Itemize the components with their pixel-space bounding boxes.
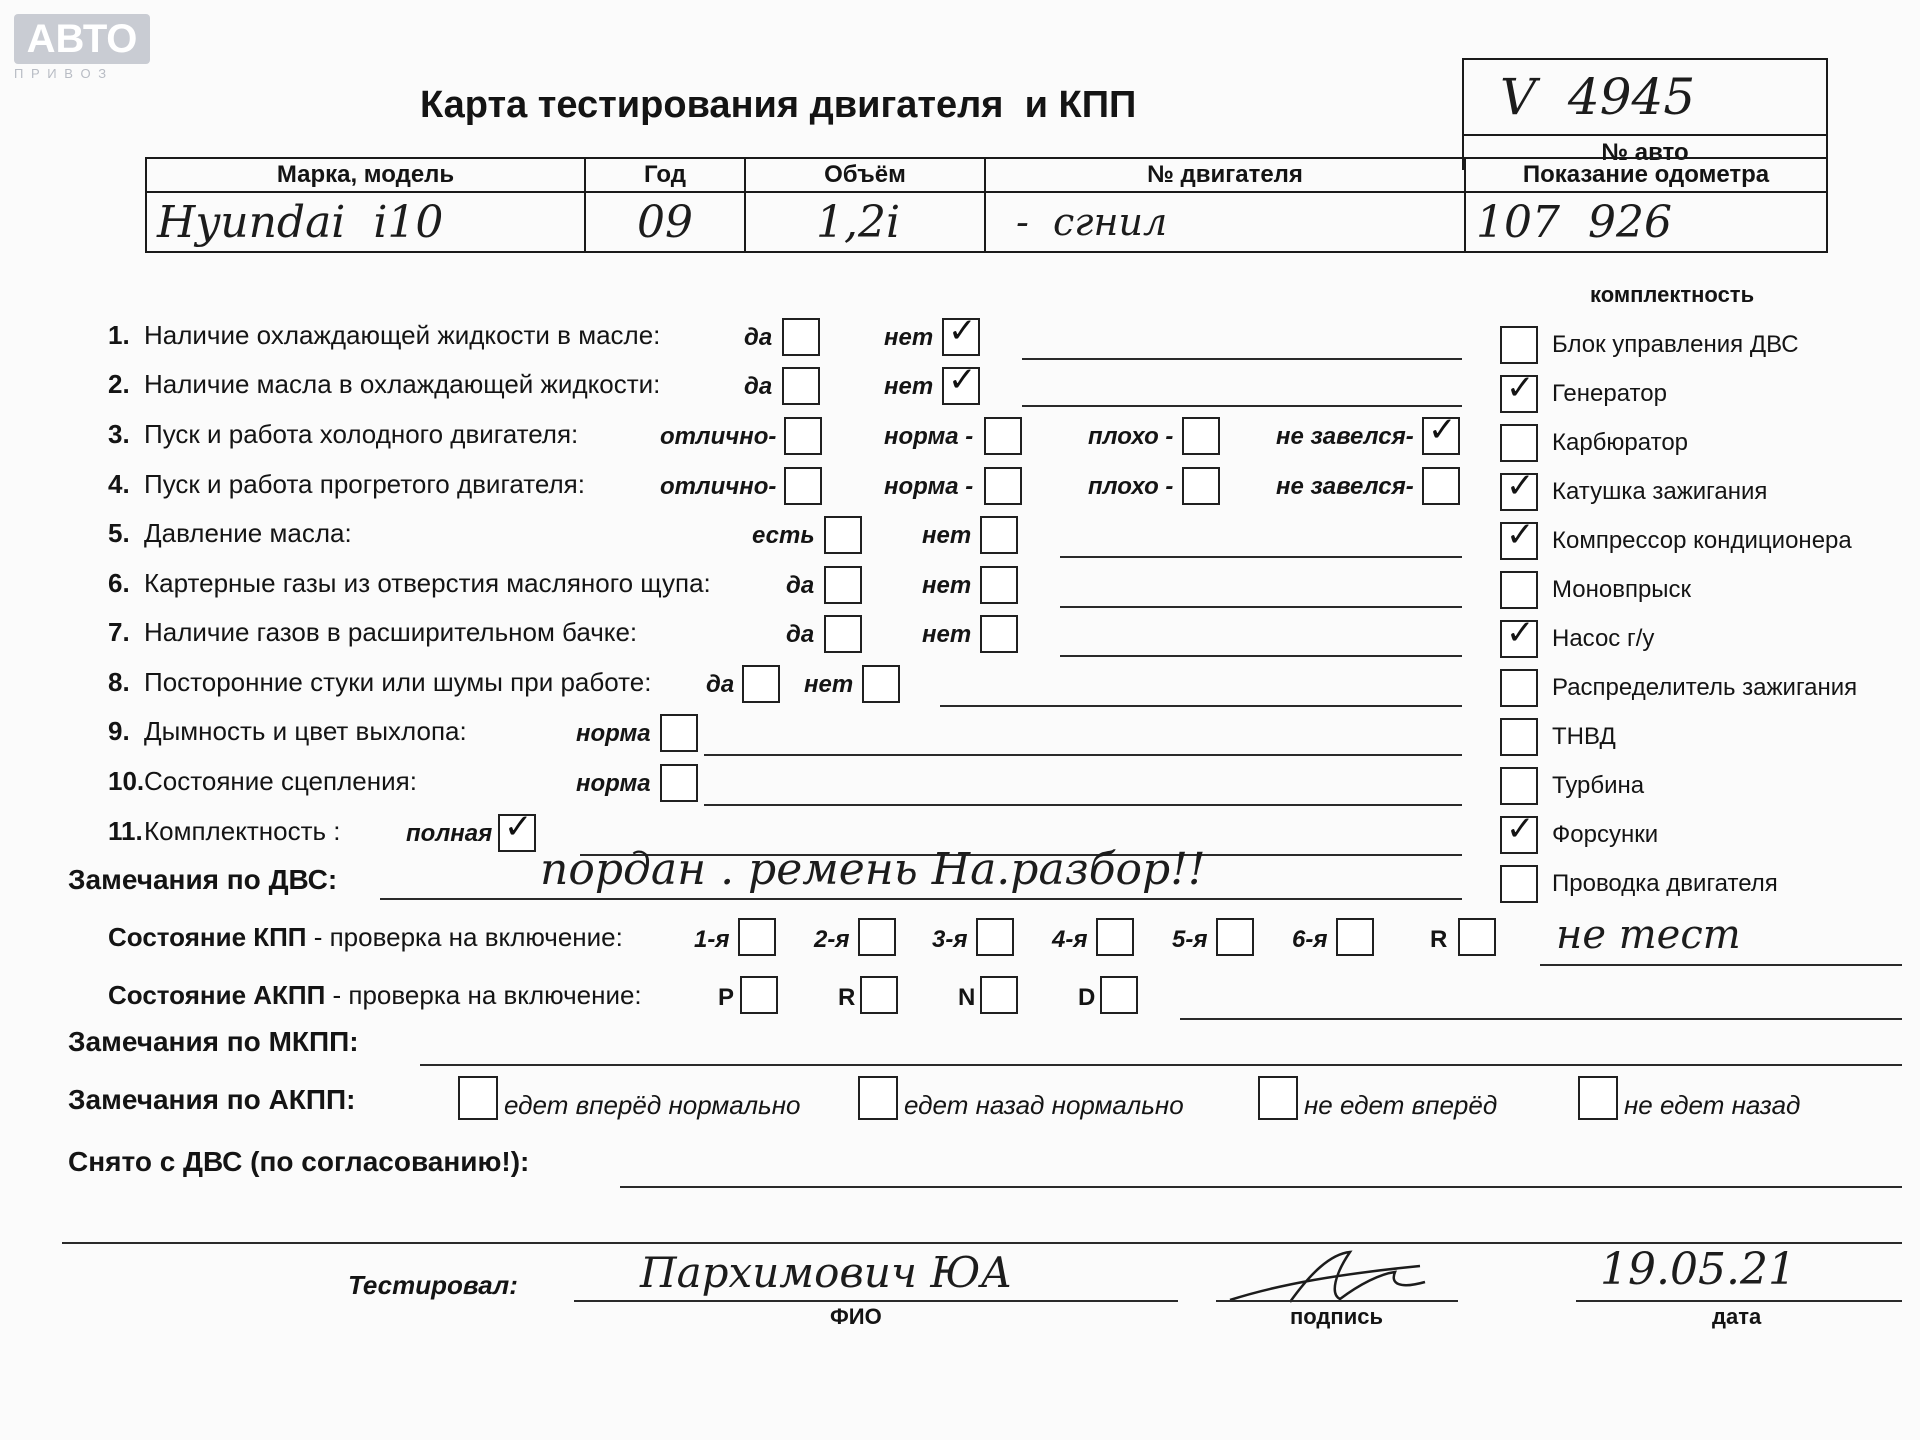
car-number-label: № авто [1462, 134, 1828, 170]
completeness-checkbox[interactable] [1500, 368, 1538, 413]
akpp-d-label: D [1078, 984, 1096, 1011]
completeness-label: Генератор [1552, 380, 1667, 407]
akpp-p-checkbox[interactable] [740, 976, 778, 1014]
q4-bad-label: плохо - [1088, 473, 1174, 500]
kpp-gear-r-label: R [1430, 926, 1448, 953]
col-engine-no: № двигателя [985, 158, 1465, 192]
akpp-backward-ok-checkbox[interactable] [858, 1076, 898, 1120]
question-10: 10.Состояние сцепления: [108, 766, 417, 796]
question-5: 5. Давление масла: [108, 518, 352, 548]
name-caption: ФИО [830, 1304, 882, 1329]
completeness-checkbox[interactable] [1500, 613, 1538, 658]
value-volume: 1,2i [745, 192, 985, 252]
akpp-forward-ok-checkbox[interactable] [458, 1076, 498, 1120]
check-mark-icon: ✓ [1506, 809, 1535, 849]
q8-no-label: нет [804, 671, 854, 698]
remarks-mkpp-line[interactable] [420, 1064, 1902, 1066]
kpp-gear-2-checkbox[interactable] [858, 918, 896, 956]
kpp-gear-5-label: 5-я [1172, 926, 1208, 953]
completeness-checkbox[interactable] [1500, 466, 1538, 511]
q11-full-checkbox[interactable] [498, 807, 536, 852]
logo-main: АВТО [14, 14, 150, 64]
completeness-label: Моновпрыск [1552, 576, 1692, 603]
q3-excellent-checkbox[interactable] [784, 417, 822, 455]
completeness-checkbox[interactable] [1500, 767, 1538, 805]
kpp-notes-line[interactable] [1540, 964, 1902, 966]
signature-caption: подпись [1290, 1304, 1383, 1329]
completeness-checkbox[interactable] [1500, 571, 1538, 609]
q5-exists-label: есть [752, 522, 815, 549]
q6-yes-label: да [786, 572, 815, 599]
akpp-notes-line[interactable] [1180, 1018, 1902, 1020]
kpp-gear-2-label: 2-я [814, 926, 850, 953]
q7-yes-checkbox[interactable] [824, 615, 862, 653]
check-mark-icon: ✓ [948, 360, 977, 400]
q9-normal-checkbox[interactable] [660, 714, 698, 752]
check-mark-icon: ✓ [504, 807, 533, 847]
question-6: 6. Картерные газы из отверстия масляного щупа: [108, 568, 711, 598]
check-mark-icon: ✓ [1506, 368, 1535, 408]
value-year: 09 [585, 192, 745, 252]
q1-no-checkbox[interactable] [942, 311, 980, 356]
remarks-dvs-line[interactable] [380, 898, 1462, 900]
q4-normal-checkbox[interactable] [984, 467, 1022, 505]
completeness-checkbox[interactable] [1500, 326, 1538, 364]
value-odometer: 107 926 [1465, 192, 1827, 252]
kpp-label: Состояние КПП - проверка на включение: [108, 922, 623, 952]
q5-no-checkbox[interactable] [980, 516, 1018, 554]
check-mark-icon: ✓ [1506, 515, 1535, 555]
completeness-label: Катушка зажигания [1552, 478, 1768, 505]
question-1: 1. Наличие охлаждающей жидкости в масле: [108, 320, 661, 350]
q6-yes-checkbox[interactable] [824, 566, 862, 604]
signature-line[interactable] [1216, 1300, 1458, 1302]
completeness-label: Компрессор кондиционера [1552, 527, 1852, 554]
q10-normal-label: норма [576, 770, 651, 797]
remarks-dvs-value: пордан . ремень На.разбор!! [540, 844, 1206, 895]
completeness-checkbox[interactable] [1500, 515, 1538, 560]
q3-normal-checkbox[interactable] [984, 417, 1022, 455]
akpp-no-forward-label: не едет вперёд [1304, 1090, 1498, 1120]
q9-normal-label: норма [576, 720, 651, 747]
q8-yes-label: да [706, 671, 735, 698]
question-7: 7. Наличие газов в расширительном бачке: [108, 617, 638, 647]
removed-line[interactable] [620, 1186, 1902, 1188]
q2-no-label: нет [884, 373, 934, 400]
kpp-gear-3-checkbox[interactable] [976, 918, 1014, 956]
q1-notes-line[interactable] [1022, 358, 1462, 360]
question-4: 4. Пуск и работа прогретого двигателя: [108, 469, 585, 499]
check-mark-icon: ✓ [948, 311, 977, 351]
q3-not-started-label: не завелся- [1276, 423, 1414, 450]
q5-notes-line[interactable] [1060, 556, 1462, 558]
kpp-gear-6-label: 6-я [1292, 926, 1328, 953]
akpp-backward-ok-label: едет назад нормально [904, 1090, 1184, 1120]
q8-notes-line[interactable] [940, 705, 1462, 707]
q3-excellent-label: отлично- [660, 423, 777, 450]
completeness-label: Турбина [1552, 772, 1645, 799]
kpp-gear-3-label: 3-я [932, 926, 968, 953]
q10-normal-checkbox[interactable] [660, 764, 698, 802]
date-caption: дата [1712, 1304, 1762, 1329]
remarks-mkpp-label: Замечания по МКПП: [68, 1026, 359, 1057]
name-line[interactable] [574, 1300, 1178, 1302]
q4-normal-label: норма - [884, 473, 974, 500]
q1-no-label: нет [884, 324, 934, 351]
logo [14, 14, 150, 81]
car-number-value: V 4945 [1500, 68, 1696, 126]
akpp-n-checkbox[interactable] [980, 976, 1018, 1014]
q4-bad-checkbox[interactable] [1182, 467, 1220, 505]
q6-no-checkbox[interactable] [980, 566, 1018, 604]
check-mark-icon: ✓ [1506, 466, 1535, 506]
akpp-no-forward-checkbox[interactable] [1258, 1076, 1298, 1120]
akpp-label: Состояние АКПП - проверка на включение: [108, 980, 642, 1010]
remarks-dvs-label: Замечания по ДВС: [68, 864, 338, 895]
q1-yes-label: да [744, 324, 773, 351]
q3-bad-label: плохо - [1088, 423, 1174, 450]
check-mark-icon: ✓ [1506, 613, 1535, 653]
completeness-label: Блок управления ДВС [1552, 331, 1799, 358]
question-2: 2. Наличие масла в охлаждающей жидкости: [108, 369, 661, 399]
kpp-gear-4-label: 4-я [1052, 926, 1088, 953]
q2-yes-checkbox[interactable] [782, 367, 820, 405]
completeness-heading: комплектность [1590, 282, 1755, 307]
q3-normal-label: норма - [884, 423, 974, 450]
q2-no-checkbox[interactable] [942, 360, 980, 405]
question-3: 3. Пуск и работа холодного двигателя: [108, 419, 579, 449]
completeness-label: Форсунки [1552, 821, 1659, 848]
check-mark-icon: ✓ [1428, 410, 1457, 450]
q10-notes-line[interactable] [704, 804, 1462, 806]
kpp-gear-1-label: 1-я [694, 926, 730, 953]
test-date: 19.05.21 [1600, 1244, 1796, 1295]
q8-yes-checkbox[interactable] [742, 665, 780, 703]
question-9: 9. Дымность и цвет выхлопа: [108, 716, 467, 746]
q9-notes-line[interactable] [704, 754, 1462, 756]
completeness-checkbox[interactable] [1500, 718, 1538, 756]
kpp-gear-5-checkbox[interactable] [1216, 918, 1254, 956]
completeness-checkbox[interactable] [1500, 809, 1538, 854]
q6-no-label: нет [922, 572, 972, 599]
completeness-checkbox[interactable] [1500, 865, 1538, 903]
col-year: Год [585, 158, 745, 192]
akpp-p-label: P [718, 984, 735, 1011]
q2-notes-line[interactable] [1022, 405, 1462, 407]
page-title: Карта тестирования двигателя и КПП [420, 84, 1137, 126]
tester-name: Пархимович ЮА [640, 1248, 1013, 1297]
completeness-checkbox[interactable] [1500, 669, 1538, 707]
q7-notes-line[interactable] [1060, 655, 1462, 657]
q4-not-started-label: не завелся- [1276, 473, 1414, 500]
q3-bad-checkbox[interactable] [1182, 417, 1220, 455]
q11-full-label: полная [406, 820, 493, 847]
akpp-d-checkbox[interactable] [1100, 976, 1138, 1014]
akpp-no-backward-checkbox[interactable] [1578, 1076, 1618, 1120]
completeness-label: Карбюратор [1552, 429, 1689, 456]
vehicle-info-table [145, 157, 1828, 253]
q4-excellent-label: отлично- [660, 473, 777, 500]
q7-no-label: нет [922, 621, 972, 648]
car-number-box [1462, 58, 1828, 134]
question-11: 11.Комплектность : [108, 816, 341, 846]
q8-no-checkbox[interactable] [862, 665, 900, 703]
kpp-gear-4-checkbox[interactable] [1096, 918, 1134, 956]
completeness-checkbox[interactable] [1500, 424, 1538, 462]
q1-yes-checkbox[interactable] [782, 318, 820, 356]
q4-excellent-checkbox[interactable] [784, 467, 822, 505]
col-volume: Объём [745, 158, 985, 192]
q3-not-started-checkbox[interactable] [1422, 410, 1460, 455]
akpp-r-label: R [838, 984, 856, 1011]
q5-no-label: нет [922, 522, 972, 549]
q5-exists-checkbox[interactable] [824, 516, 862, 554]
q7-yes-label: да [786, 621, 815, 648]
akpp-n-label: N [958, 984, 976, 1011]
col-make-model: Марка, модель [146, 158, 585, 192]
removed-label: Снято с ДВС (по согласованию!): [68, 1146, 530, 1177]
logo-sub: П Р И В О З [14, 66, 109, 81]
completeness-label: Насос г/у [1552, 625, 1655, 652]
akpp-r-checkbox[interactable] [860, 976, 898, 1014]
q4-not-started-checkbox[interactable] [1422, 467, 1460, 505]
col-odometer: Показание одометра [1465, 158, 1827, 192]
kpp-gear-1-checkbox[interactable] [738, 918, 776, 956]
completeness-label: ТНВД [1552, 723, 1616, 750]
completeness-label: Проводка двигателя [1552, 870, 1778, 897]
akpp-forward-ok-label: едет вперёд нормально [504, 1090, 801, 1120]
kpp-gear-6-checkbox[interactable] [1336, 918, 1374, 956]
question-8: 8. Посторонние стуки или шумы при работе: [108, 667, 652, 697]
kpp-gear-r-checkbox[interactable] [1458, 918, 1496, 956]
akpp-no-backward-label: не едет назад [1624, 1090, 1801, 1120]
tested-label: Тестировал: [348, 1270, 518, 1300]
q2-yes-label: да [744, 373, 773, 400]
q6-notes-line[interactable] [1060, 606, 1462, 608]
completeness-label: Распределитель зажигания [1552, 674, 1858, 701]
kpp-note: не тест [1556, 912, 1741, 958]
q7-no-checkbox[interactable] [980, 615, 1018, 653]
date-line[interactable] [1576, 1300, 1902, 1302]
value-make-model: Hyundai i10 [146, 192, 585, 252]
remarks-akpp-label: Замечания по АКПП: [68, 1084, 356, 1115]
value-engine-no: - сгнил [985, 192, 1465, 252]
